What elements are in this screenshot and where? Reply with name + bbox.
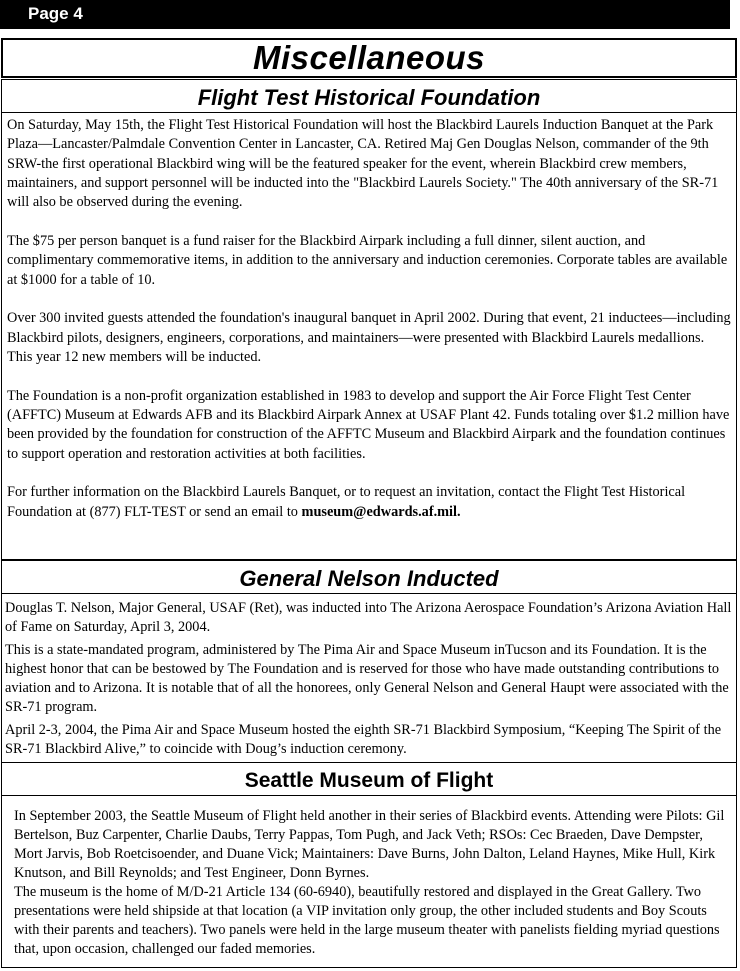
section-seattle-museum — [1, 762, 737, 968]
contact-email: museum@edwards.af.mil. — [301, 503, 461, 520]
paragraph: Douglas T. Nelson, Major General, USAF (Ret), was inducted into The Arizona Aerospace Foundation’s Arizona Aviation Hall of Fame on Saturday, April 3, 2004. — [5, 600, 732, 636]
section-flight-test-foundation — [1, 79, 737, 560]
section-title: Flight Test Historical Foundation — [2, 80, 736, 113]
section-body — [2, 113, 736, 522]
section-title: Seattle Museum of Flight — [2, 763, 736, 796]
section-body — [2, 594, 736, 759]
section-general-nelson — [1, 560, 737, 763]
paragraph: In September 2003, the Seattle Museum of Flight held another in their series of Blackbird events. Attending were Pilots: Gil Bertelson, Buz Carpenter, Charlie Daubs, Terry Pappas, Tom Pugh, and Jack Veth; RSOs: Cec Braeden, Dave Dempster, Mort Jarvis, Bob Roetcisoender, and Duane Vick; Maintainers: Dave Burns, John Dalton, Leland Haynes, Mike Hull, Kirk Knutson, and Bill Reynolds; and Test Engineer, Donn Byrnes. — [14, 808, 725, 881]
section-body — [2, 796, 736, 959]
main-title-box — [1, 38, 737, 78]
paragraph: The museum is the home of M/D-21 Article 134 (60-6940), beautifully restored and displayed in the Great Gallery. Two presentations were held shipside at that location (a VIP invitation only group, the other included students and Boy Scouts with their parents and teachers). Two panels were held in the large museum theater with panelists fielding myriad questions that, upon occasion, challenged our faded memories. — [14, 884, 720, 957]
contact-text: For further information on the Blackbird Laurels Banquet, or to request an invitation, contact the Flight Test Historical Foundation at (877) FLT-TEST or send an email to — [7, 484, 686, 520]
paragraph: Over 300 invited guests attended the foundation's inaugural banquet in April 2002. During that event, 21 inductees—including Blackbird pilots, designers, engineers, corporations, and maintainers—were presented with Blackbird Laurels medallions. This year 12 new members will be inducted. — [7, 310, 731, 365]
main-title: Miscellaneous — [252, 39, 486, 76]
contact-paragraph — [7, 483, 731, 522]
paragraph: The $75 per person banquet is a fund raiser for the Blackbird Airpark including a full dinner, silent auction, and complimentary commemorative items, in addition to the anniversary and induction ceremonies. Corporate tables are available at $1000 for a table of 10. — [7, 232, 728, 288]
paragraph: The Foundation is a non-profit organization established in 1983 to develop and support the Air Force Flight Test Center (AFFTC) Museum at Edwards AFB and its Blackbird Airpark Annex at USAF Plant 42. Funds totaling over $1.2 million have been provided by the foundation for construction of the AFFTC Museum and Blackbird Airpark and the foundation continues to support operation and restoration activities at both facilities. — [7, 387, 730, 462]
paragraph: April 2-3, 2004, the Pima Air and Space Museum hosted the eighth SR-71 Blackbird Symposium, “Keeping The Spirit of the SR-71 Blackbird Alive,” to coincide with Doug’s induction ceremony. — [5, 721, 722, 758]
section-title: General Nelson Inducted — [2, 561, 736, 594]
paragraph: This is a state-mandated program, administered by The Pima Air and Space Museum inTucson and its Foundation. It is the highest honor that can be bestowed by The Foundation and is reserved for those who have made outstanding contributions to aviation and to Arizona. It is notable that of all the honorees, only General Nelson and General Haupt were associated with the SR-71 program. — [5, 641, 729, 716]
page-number: Page 4 — [28, 4, 83, 23]
page-header-bar — [0, 0, 730, 29]
paragraph: On Saturday, May 15th, the Flight Test Historical Foundation will host the Blackbird Laurels Induction Banquet at the Park Plaza—Lancaster/Palmdale Convention Center in Lancaster, CA. Retired Maj Gen Douglas Nelson, commander of the 9th SRW-the first operational Blackbird wing will be the featured speaker for the event, wherein Blackbird crew members, maintainers, and support personnel will be inducted into the "Blackbird Laurels Society." The 40th anniversary of the SR-71 will also be observed during the evening. — [7, 117, 719, 211]
